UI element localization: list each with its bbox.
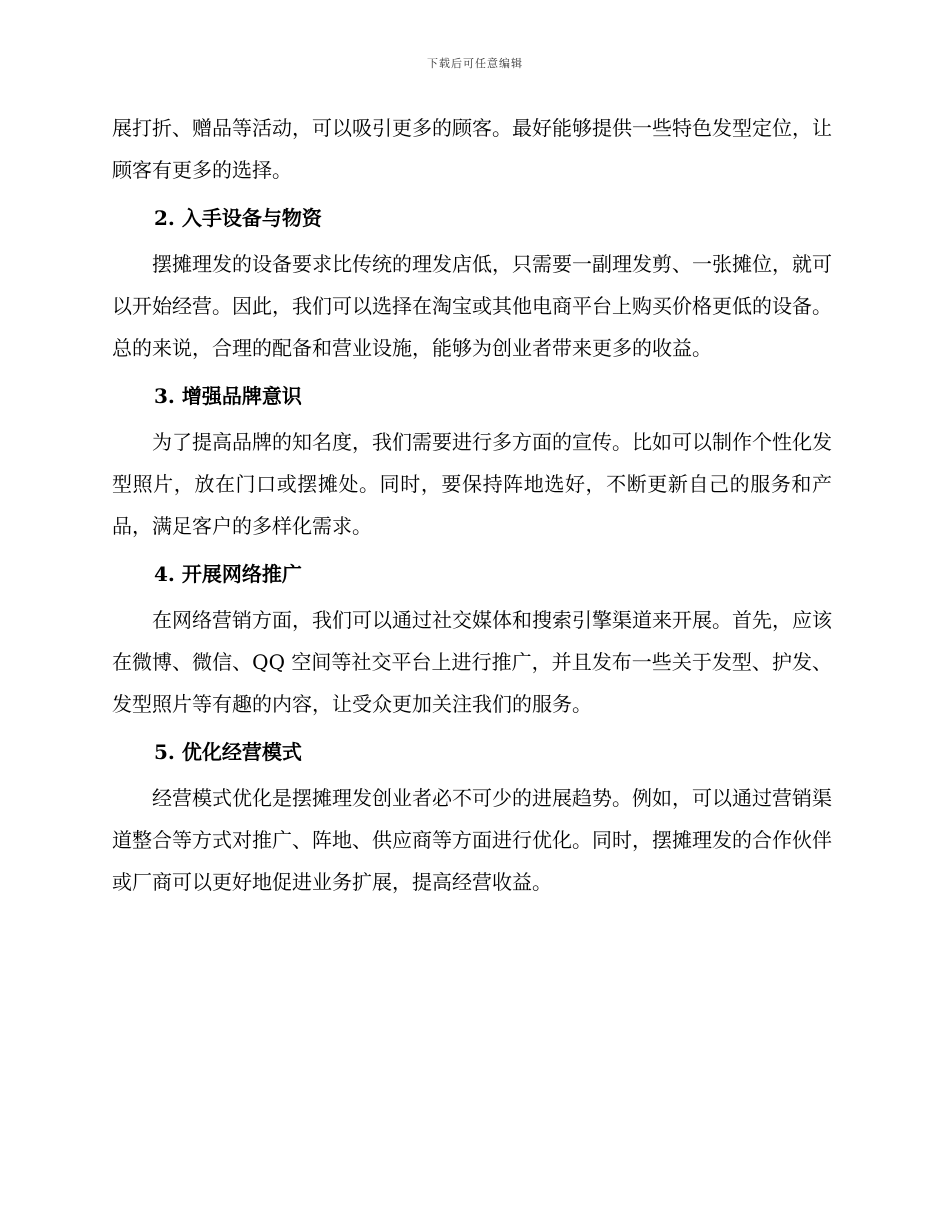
section-heading-3: 3. 增强品牌意识: [154, 384, 302, 408]
section-heading-4: 4. 开展网络推广: [154, 562, 302, 586]
section-paragraph-5: 经营模式优化是摆摊理发创业者必不可少的进展趋势。例如，可以通过营销渠道整合等方式对推广、阵地、供应商等方面进行优化。同时，摆摊理发的合作伙伴或厂商可以更好地促进业务扩展，提高经营收益。: [112, 786, 832, 894]
page-header: 下载后可任意编辑: [427, 57, 523, 70]
document-body: [112, 107, 832, 903]
section-paragraph-4: 在网络营销方面，我们可以通过社交媒体和搜索引擎渠道来开展。首先，应该在微博、微信、QQ 空间等社交平台上进行推广，并且发布一些关于发型、护发、发型照片等有趣的内容，让受众更加关注我们的服务。: [112, 608, 832, 716]
section-heading-2: 2. 入手设备与物资: [154, 206, 322, 230]
section-paragraph-2: 摆摊理发的设备要求比传统的理发店低，只需要一副理发剪、一张摊位，就可以开始经营。因此，我们可以选择在淘宝或其他电商平台上购买价格更低的设备。总的来说，合理的配备和营业设施，能够为创业者带来更多的收益。: [112, 252, 832, 360]
section-heading-5: 5. 优化经营模式: [154, 740, 302, 764]
section-paragraph-3: 为了提高品牌的知名度，我们需要进行多方面的宣传。比如可以制作个性化发型照片，放在门口或摆摊处。同时，要保持阵地选好，不断更新自己的服务和产品，满足客户的多样化需求。: [112, 430, 832, 538]
intro-paragraph: 展打折、赠品等活动，可以吸引更多的顾客。最好能够提供一些特色发型定位，让顾客有更多的选择。: [112, 116, 832, 182]
